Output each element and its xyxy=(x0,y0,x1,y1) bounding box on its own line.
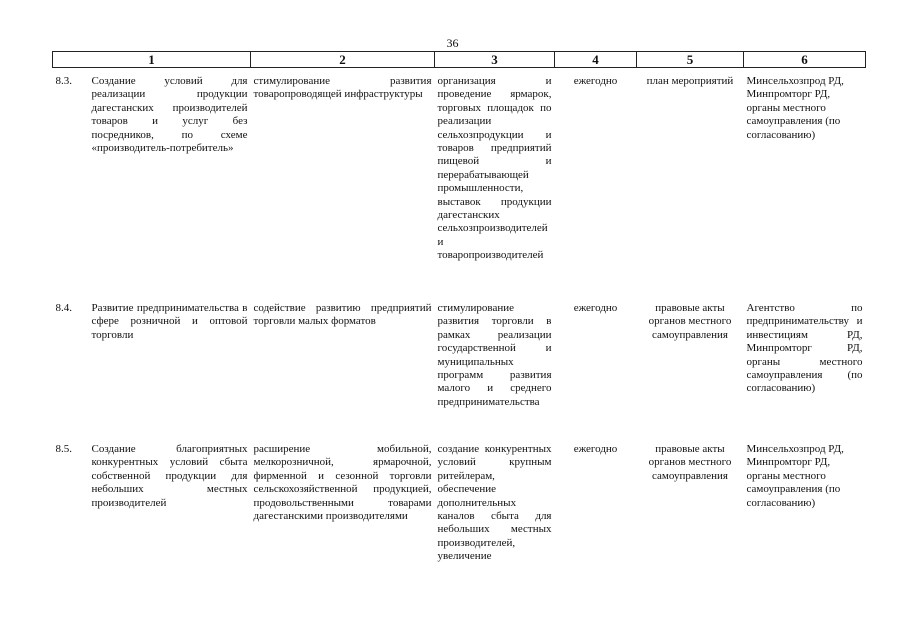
document-cell: план мероприятий xyxy=(646,75,734,87)
page-number: 36 xyxy=(446,36,459,50)
content-cell: стимулирование развития торговли в рамках реализации государственной и муниципальных программ развития малого и среднего предпринимательства xyxy=(437,302,552,408)
measures-table xyxy=(52,51,866,564)
measure-cell: Создание благоприятных конкурентных условий сбыта собственной продукции для небольших местных производителей xyxy=(91,443,248,509)
period-cell: ежегодно xyxy=(573,302,618,314)
document-cell: правовые акты органов местного самоуправления xyxy=(648,302,732,341)
column-header-6: 6 xyxy=(744,52,866,68)
period-cell: ежегодно xyxy=(573,443,618,455)
table-row xyxy=(53,68,866,293)
executors-cell: Минсельхозпрод РД, Минпромторг РД, органы местного самоуправления (по согласованию) xyxy=(746,443,844,509)
column-header-1: 1 xyxy=(53,52,251,68)
period-cell: ежегодно xyxy=(573,75,618,87)
table-row xyxy=(53,433,866,564)
column-header-5: 5 xyxy=(637,52,744,68)
column-header-2: 2 xyxy=(251,52,435,68)
row-number: 8.5. xyxy=(55,443,72,455)
executors-cell: Агентство по предпринимательству и инвестициям РД, Минпромторг РД, органы местного самоуправления (по согласованию) xyxy=(746,302,863,395)
direction-cell: стимулирование развития товаропроводящей инфраструктуры xyxy=(253,75,432,101)
measure-cell: Развитие предпринимательства в сфере розничной и оптовой торговли xyxy=(91,302,248,341)
table-row xyxy=(53,292,866,433)
content-cell: создание конкурентных условий крупным ритейлерам, обеспечение дополнительных каналов сбыта для небольших местных производителей, увеличение xyxy=(437,443,552,563)
document-cell: правовые акты органов местного самоуправления xyxy=(648,443,732,482)
executors-cell: Минсельхозпрод РД, Минпромторг РД, органы местного самоуправления (по согласованию) xyxy=(746,75,844,141)
direction-cell: расширение мобильной, мелкорозничной, ярмарочной, фирменной и сезонной торговли сельскохозяйственной продукцией, продовольственными товарами дагестанскими производителями xyxy=(253,443,432,523)
column-header-4: 4 xyxy=(555,52,637,68)
row-number: 8.3. xyxy=(55,75,72,87)
content-cell: организация и проведение ярмарок, торговых площадок по реализации сельхозпродукции и товаров предприятий пищевой и перерабатывающей промышленности, выставок продукции дагестанских сельхозпроизводителей и товаропроизводителей xyxy=(437,75,552,262)
row-number: 8.4. xyxy=(55,302,72,314)
measure-cell: Создание условий для реализации продукции дагестанских производителей товаров и услуг без посредников, по схеме «производитель-потребитель» xyxy=(91,75,248,155)
table-header-row xyxy=(53,52,866,68)
direction-cell: содействие развитию предприятий торговли малых форматов xyxy=(253,302,432,328)
column-header-3: 3 xyxy=(435,52,555,68)
